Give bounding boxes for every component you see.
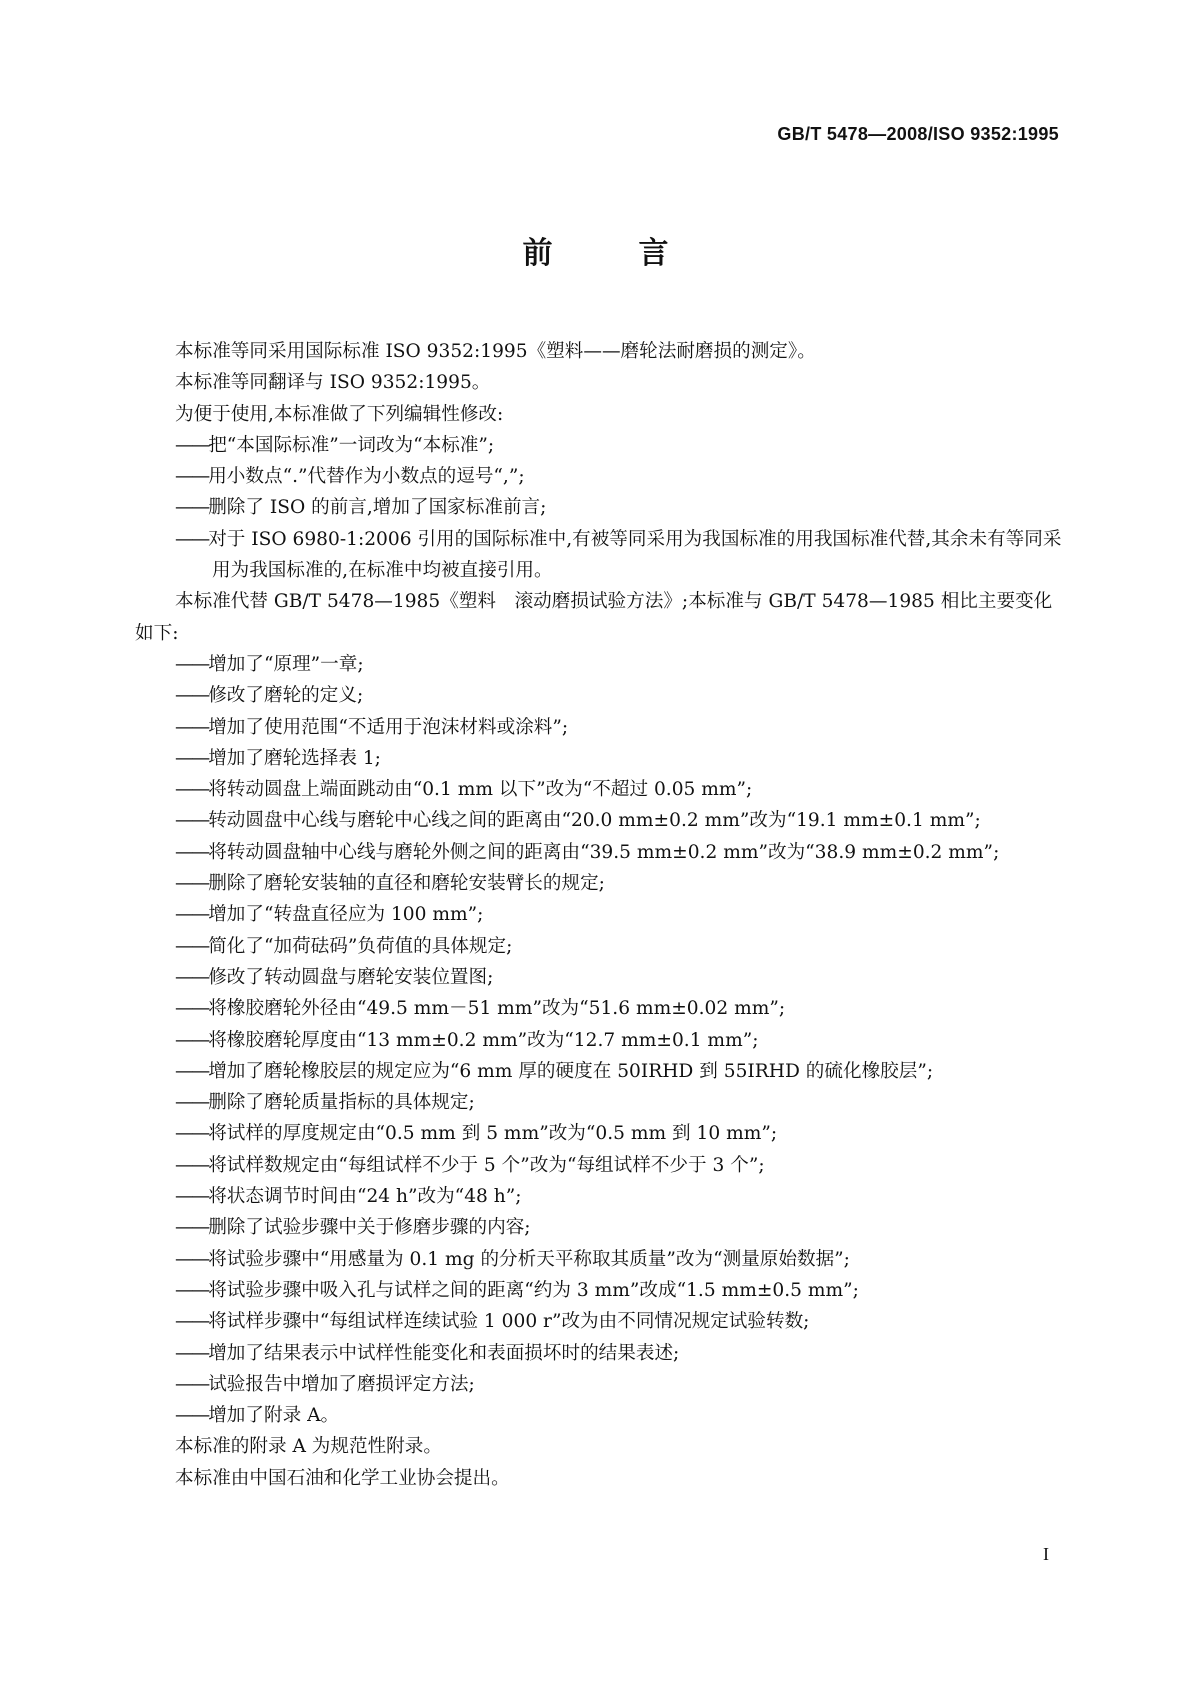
foreword-body xyxy=(135,336,1063,1494)
page-title: 前 言 xyxy=(522,236,697,271)
dash-glyph: —— xyxy=(175,966,209,988)
intro-paragraph: 为便于使用,本标准做了下列编辑性修改: xyxy=(175,403,504,425)
dash-glyph: —— xyxy=(175,497,209,519)
dash-glyph: —— xyxy=(175,1373,209,1395)
intro-paragraph: 本标准等同采用国际标准 ISO 9352:1995《塑料——磨轮法耐磨损的测定》。 xyxy=(175,341,816,362)
list-item-text: 对于 ISO 6980-1:2006 引用的国际标准中,有被等同采用为我国标准的用我国标准代替,其余未有等同采用为我国标准的,在标准中均被直接引用。 xyxy=(208,528,1062,582)
change-list-item xyxy=(135,1275,1063,1306)
list-item-text: 修改了磨轮的定义; xyxy=(208,685,364,707)
list-item-text: 增加了附录 A。 xyxy=(208,1405,340,1427)
dash-glyph: —— xyxy=(175,1060,209,1082)
dash-glyph: —— xyxy=(175,1279,209,1301)
list-item-text: 将橡胶磨轮厚度由“13 mm±0.2 mm”改为“12.7 mm±0.1 mm”; xyxy=(208,1029,759,1051)
dash-glyph: —— xyxy=(175,1342,209,1364)
list-item-text: 增加了磨轮橡胶层的规定应为“6 mm 厚的硬度在 50IRHD 到 55IRHD 的硫化橡胶层”; xyxy=(208,1060,934,1082)
dash-glyph: —— xyxy=(175,779,209,801)
dash-glyph: —— xyxy=(175,873,209,895)
list-item-text: 将试样的厚度规定由“0.5 mm 到 5 mm”改为“0.5 mm 到 10 mm”; xyxy=(208,1123,778,1145)
change-list-item xyxy=(135,1087,1063,1118)
dash-glyph: —— xyxy=(175,685,209,707)
dash-glyph: —— xyxy=(175,810,209,832)
list-item-text: 将状态调节时间由“24 h”改为“48 h”; xyxy=(208,1186,522,1208)
list-item-text: 增加了“原理”一章; xyxy=(208,653,364,675)
dash-glyph: —— xyxy=(175,466,209,488)
change-list-item xyxy=(135,712,1063,743)
dash-glyph: —— xyxy=(175,904,209,926)
closing-paragraph: 本标准由中国石油和化学工业协会提出。 xyxy=(175,1467,510,1489)
change-list-item xyxy=(135,1306,1063,1337)
change-list-item xyxy=(135,1400,1063,1431)
list-item-text: 转动圆盘中心线与磨轮中心线之间的距离由“20.0 mm±0.2 mm”改为“19.1 mm±0.1 mm”; xyxy=(208,810,981,832)
dash-glyph: —— xyxy=(175,1092,209,1114)
dash-glyph: —— xyxy=(175,434,209,456)
change-list-item xyxy=(135,1244,1063,1275)
replace-paragraph: 本标准代替 GB/T 5478—1985《塑料 滚动磨损试验方法》;本标准与 GB/T 5478—1985 相比主要变化如下: xyxy=(135,591,1053,644)
standard-code-header: GB/T 5478—2008/ISO 9352:1995 xyxy=(777,124,1059,144)
edit-list-item xyxy=(135,430,1063,461)
change-list-item xyxy=(135,1025,1063,1056)
list-item-text: 增加了“转盘直径应为 100 mm”; xyxy=(208,904,484,926)
list-item-text: 修改了转动圆盘与磨轮安装位置图; xyxy=(208,966,494,988)
change-list-item xyxy=(135,805,1063,836)
change-list-item xyxy=(135,1212,1063,1243)
list-item-text: 用小数点“.”代替作为小数点的逗号“,”; xyxy=(208,466,525,488)
list-item-text: 将试验步骤中吸入孔与试样之间的距离“约为 3 mm”改成“1.5 mm±0.5 mm”; xyxy=(208,1279,859,1301)
list-item-text: 将试样数规定由“每组试样不少于 5 个”改为“每组试样不少于 3 个”; xyxy=(208,1154,765,1176)
dash-glyph: —— xyxy=(175,1123,209,1145)
list-item-text: 将转动圆盘上端面跳动由“0.1 mm 以下”改为“不超过 0.05 mm”; xyxy=(208,779,753,801)
dash-glyph: —— xyxy=(175,1405,209,1427)
change-list-item xyxy=(135,993,1063,1024)
list-item-text: 将转动圆盘轴中心线与磨轮外侧之间的距离由“39.5 mm±0.2 mm”改为“38.9 mm±0.2 mm”; xyxy=(208,841,1000,863)
edit-list-item xyxy=(135,524,1063,587)
change-list-item xyxy=(135,1150,1063,1181)
dash-glyph: —— xyxy=(175,1311,209,1333)
change-list-item xyxy=(135,868,1063,899)
change-list-item xyxy=(135,1338,1063,1369)
dash-glyph: —— xyxy=(175,1029,209,1051)
dash-glyph: —— xyxy=(175,841,209,863)
dash-glyph: —— xyxy=(175,716,209,738)
change-list xyxy=(135,649,1063,1431)
list-item-text: 删除了磨轮质量指标的具体规定; xyxy=(208,1092,475,1114)
closing-paragraph: 本标准的附录 A 为规范性附录。 xyxy=(175,1436,442,1458)
list-item-text: 增加了磨轮选择表 1; xyxy=(208,747,381,769)
page-number: I xyxy=(1043,1544,1049,1564)
list-item-text: 将橡胶磨轮外径由“49.5 mm－51 mm”改为“51.6 mm±0.02 mm”; xyxy=(208,998,786,1020)
edit-list-item xyxy=(135,461,1063,492)
dash-glyph: —— xyxy=(175,998,209,1020)
list-item-text: 试验报告中增加了磨损评定方法; xyxy=(208,1373,475,1395)
change-list-item xyxy=(135,649,1063,680)
dash-glyph: —— xyxy=(175,747,209,769)
dash-glyph: —— xyxy=(175,1248,209,1270)
dash-glyph: —— xyxy=(175,528,209,550)
list-item-text: 简化了“加荷砝码”负荷值的具体规定; xyxy=(208,935,513,957)
list-item-text: 把“本国际标准”一词改为“本标准”; xyxy=(208,434,495,456)
list-item-text: 将试验步骤中“用感量为 0.1 mg 的分析天平称取其质量”改为“测量原始数据”; xyxy=(208,1248,850,1270)
list-item-text: 将试样步骤中“每组试样连续试验 1 000 r”改为由不同情况规定试验转数; xyxy=(208,1311,810,1333)
change-list-item xyxy=(135,774,1063,805)
change-list-item xyxy=(135,1369,1063,1400)
list-item-text: 删除了试验步骤中关于修磨步骤的内容; xyxy=(208,1217,531,1239)
dash-glyph: —— xyxy=(175,653,209,675)
list-item-text: 删除了 ISO 的前言,增加了国家标准前言; xyxy=(208,497,547,519)
list-item-text: 增加了使用范围“不适用于泡沫材料或涂料”; xyxy=(208,716,569,738)
change-list-item xyxy=(135,837,1063,868)
change-list-item xyxy=(135,899,1063,930)
dash-glyph: —— xyxy=(175,1217,209,1239)
dash-glyph: —— xyxy=(175,1186,209,1208)
change-list-item xyxy=(135,743,1063,774)
edit-list-item xyxy=(135,492,1063,523)
intro-paragraph: 本标准等同翻译与 ISO 9352:1995。 xyxy=(175,372,491,394)
list-item-text: 删除了磨轮安装轴的直径和磨轮安装臂长的规定; xyxy=(208,873,605,895)
change-list-item xyxy=(135,1181,1063,1212)
change-list-item xyxy=(135,1056,1063,1087)
list-item-text: 增加了结果表示中试样性能变化和表面损坏时的结果表述; xyxy=(208,1342,680,1364)
change-list-item xyxy=(135,931,1063,962)
dash-glyph: —— xyxy=(175,1154,209,1176)
change-list-item xyxy=(135,962,1063,993)
change-list-item xyxy=(135,1118,1063,1149)
dash-glyph: —— xyxy=(175,935,209,957)
change-list-item xyxy=(135,680,1063,711)
